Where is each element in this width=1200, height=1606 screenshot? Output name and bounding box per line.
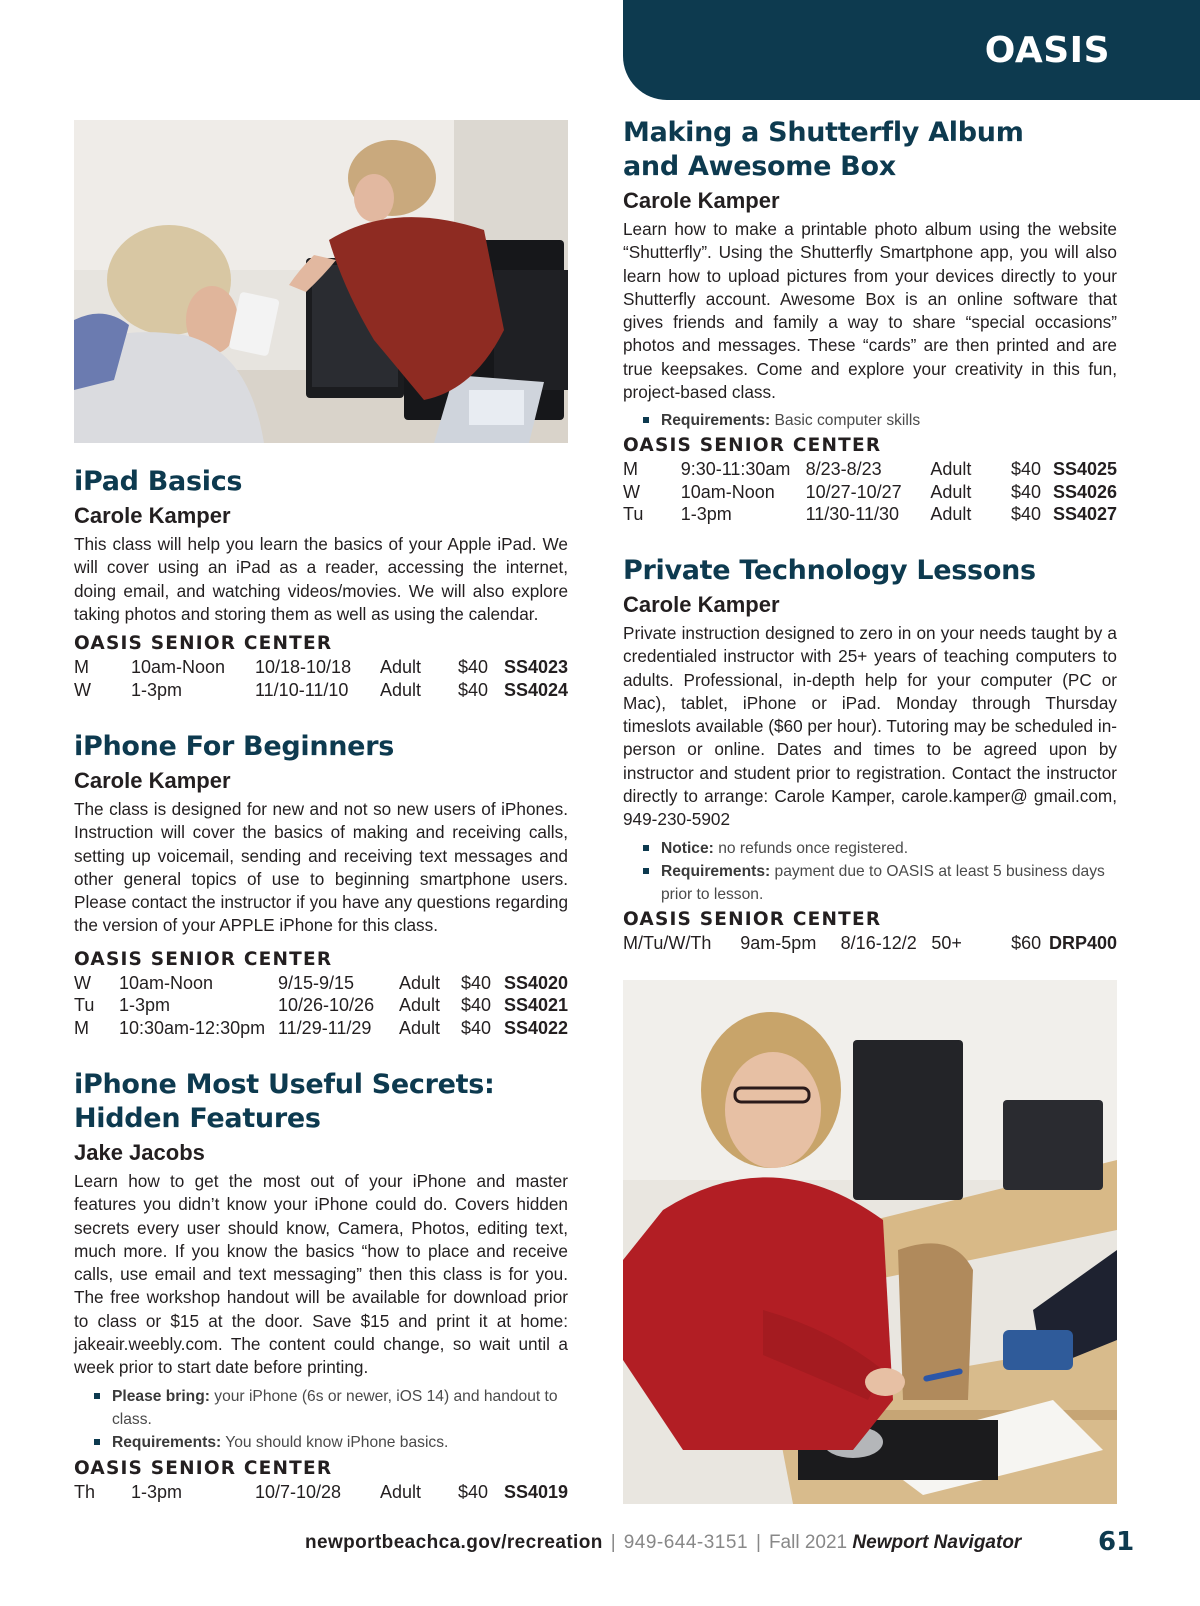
course-description: Learn how to get the most out of your iPhone and master features you didn’t know your iPhone could do. Covers hidden secrets every user should know, Camera, Photos, editing text, much more. If you know the basics “how to place and receive calls, use email and text messaging” then this class is for you. The free workshop handout will be available for download prior to class or $15 at the door. Save $15 and print it at home: jakeair.weebly.com. The content could change, so wait until a week prior to start date before printing. xyxy=(74,1171,568,1378)
student-photo xyxy=(623,980,1117,1504)
time: 1-3pm xyxy=(119,995,171,1016)
notes-list xyxy=(623,409,1117,432)
dates: 11/10-11/10 xyxy=(255,679,349,700)
day: M xyxy=(74,657,89,678)
age: Adult xyxy=(399,1017,441,1038)
schedule-row xyxy=(74,656,568,679)
schedule-row xyxy=(623,932,1117,955)
course-title: Private Technology Lessons xyxy=(623,555,1036,586)
bullet-icon xyxy=(94,1439,100,1445)
fee: $40 xyxy=(461,1017,492,1038)
schedule-row xyxy=(623,481,1117,504)
course-description: Learn how to make a printable photo album using the website “Shutterfly”. Using the Shutterfly Smartphone app, you will also learn how to upload pictures from your devices directly to your Shutterfly account. Awesome Box is an online software that gives friends and family a way to share “special occasions” photos and messages. These “cards” are then printed and are true keepsakes. Come and explore your creativity in this fun, project-based class. xyxy=(623,219,1117,403)
course-code: SS4024 xyxy=(503,679,568,700)
fee: $40 xyxy=(458,657,489,678)
notes-list xyxy=(623,837,1117,906)
notes-list xyxy=(74,1385,568,1454)
age: Adult xyxy=(380,1481,422,1502)
time: 9am-5pm xyxy=(740,932,817,953)
note-label: Requirements: xyxy=(661,412,771,430)
bullet-icon xyxy=(643,417,649,423)
schedule-row xyxy=(74,1481,568,1504)
schedule-row xyxy=(74,994,568,1017)
page-number: 61 xyxy=(1098,1527,1135,1557)
course-iphone-beginners xyxy=(74,730,568,1039)
website-link[interactable]: newportbeachca.gov/recreation xyxy=(305,1532,603,1553)
dates: 8/16-12/2 xyxy=(840,932,917,953)
note-text: You should know iPhone basics. xyxy=(225,1433,449,1451)
instructor-name: Carole Kamper xyxy=(74,503,231,528)
age: 50+ xyxy=(931,932,962,953)
schedule-row xyxy=(74,679,568,702)
time: 1-3pm xyxy=(680,504,732,525)
phone-number: 949-644-3151 xyxy=(623,1532,749,1553)
instructor-name: Carole Kamper xyxy=(74,768,231,793)
fee: $40 xyxy=(458,679,489,700)
time: 9:30-11:30am xyxy=(680,459,791,480)
course-code: SS4023 xyxy=(503,657,568,678)
schedule-table xyxy=(623,932,1117,955)
course-code: DRP400 xyxy=(1048,932,1117,953)
instructor-name: Jake Jacobs xyxy=(74,1140,205,1165)
fee: $40 xyxy=(458,1481,489,1502)
course-code: SS4027 xyxy=(1052,504,1117,525)
note-item xyxy=(94,1431,568,1454)
time: 10:30am-12:30pm xyxy=(119,1017,266,1038)
fee: $40 xyxy=(1011,459,1042,480)
dates: 9/15-9/15 xyxy=(278,972,355,993)
time: 10am-Noon xyxy=(131,657,226,678)
dates: 11/30-11/30 xyxy=(805,504,899,525)
course-title xyxy=(74,1068,568,1136)
dates: 10/18-10/18 xyxy=(255,657,352,678)
course-code: SS4019 xyxy=(503,1481,568,1502)
fee: $40 xyxy=(1011,504,1042,525)
day: M xyxy=(623,459,638,480)
note-label: Please bring: xyxy=(112,1387,210,1405)
time: 1-3pm xyxy=(131,1481,183,1502)
schedule-row xyxy=(74,1017,568,1040)
day: Tu xyxy=(623,504,644,525)
note-label: Notice: xyxy=(661,839,714,857)
course-title xyxy=(623,116,1117,184)
location-heading: OASIS SENIOR CENTER xyxy=(623,908,882,930)
dates: 8/23-8/23 xyxy=(805,459,882,480)
age: Adult xyxy=(930,459,972,480)
location-heading: OASIS SENIOR CENTER xyxy=(74,1457,333,1479)
bullet-icon xyxy=(94,1393,100,1399)
fee: $40 xyxy=(461,972,492,993)
schedule-row xyxy=(74,972,568,995)
schedule-table xyxy=(623,458,1117,526)
schedule-row xyxy=(623,503,1117,526)
course-title: iPad Basics xyxy=(74,466,243,497)
course-iphone-secrets xyxy=(74,1068,568,1503)
page-footer xyxy=(305,1532,1135,1554)
time: 1-3pm xyxy=(131,679,183,700)
age: Adult xyxy=(399,972,441,993)
day: M/Tu/W/Th xyxy=(623,932,712,953)
section-title: OASIS xyxy=(984,30,1110,71)
course-description: The class is designed for new and not so new users of iPhones. Instruction will cover the basics of making and receiving calls, setting up voicemail, sending and receiving text messages and other general topics of use to beginning smartphone users. Please contact the instructor if you have any questions regarding the version of your APPLE iPhone for this class. xyxy=(74,799,568,936)
note-label: Requirements: xyxy=(661,862,771,880)
course-description: Private instruction designed to zero in on your needs taught by a credentialed instructor with 25+ years of teaching computers to adults. Professional, in-depth help for your computer (PC or Mac), tablet, iPhone or iPad. Monday through Thursday timeslots available ($60 per hour). Tutoring may be scheduled in-person or online. Dates and times to be agreed upon by instructor and student prior to registration. Contact the instructor directly to arrange: Carole Kamper, carole.kamper@ gmail.com, 949-230-5902 xyxy=(623,623,1117,830)
course-title-line: Making a Shutterfly Album xyxy=(623,117,1024,148)
note-text: your iPhone (6s or newer, iOS 14) and handout to class. xyxy=(112,1387,558,1428)
fee: $60 xyxy=(1011,932,1042,953)
location-heading: OASIS SENIOR CENTER xyxy=(74,633,333,655)
age: Adult xyxy=(930,481,972,502)
course-private-lessons xyxy=(623,554,1117,954)
schedule-table xyxy=(74,1481,568,1504)
course-code: SS4026 xyxy=(1052,481,1117,502)
course-title: iPhone For Beginners xyxy=(74,731,394,762)
schedule-table xyxy=(74,972,568,1040)
magazine-name: Newport Navigator xyxy=(852,1532,1022,1553)
day: W xyxy=(623,481,640,502)
age: Adult xyxy=(399,995,441,1016)
age: Adult xyxy=(380,657,422,678)
bullet-icon xyxy=(643,868,649,874)
note-text: payment due to OASIS at least 5 business days prior to lesson. xyxy=(661,862,1105,903)
fee: $40 xyxy=(461,995,492,1016)
course-code: SS4022 xyxy=(503,1017,568,1038)
course-description: This class will help you learn the basics of your Apple iPad. We will cover using an iPad as a reader, accessing the internet, doing email, and watching videos/movies. We will also explore taking photos and storing them as well as using the calendar. xyxy=(74,534,568,624)
dates: 11/29-11/29 xyxy=(278,1017,372,1038)
course-code: SS4025 xyxy=(1052,459,1117,480)
dates: 10/27-10/27 xyxy=(805,481,902,502)
course-code: SS4021 xyxy=(503,995,568,1016)
note-item xyxy=(643,409,1117,432)
note-label: Requirements: xyxy=(112,1433,222,1451)
course-title-line: iPhone Most Useful Secrets: xyxy=(74,1069,495,1100)
note-text: no refunds once registered. xyxy=(718,839,909,857)
instructor-name: Carole Kamper xyxy=(623,188,780,213)
footer-separator: | xyxy=(756,1532,761,1553)
dates: 10/7-10/28 xyxy=(255,1481,342,1502)
schedule-table xyxy=(74,656,568,701)
day: W xyxy=(74,679,91,700)
footer-separator: | xyxy=(610,1532,616,1553)
bullet-icon xyxy=(643,845,649,851)
classroom-photo xyxy=(74,120,568,443)
time: 10am-Noon xyxy=(680,481,775,502)
location-heading: OASIS SENIOR CENTER xyxy=(74,948,333,970)
section-banner xyxy=(623,0,1200,100)
age: Adult xyxy=(930,504,972,525)
day: W xyxy=(74,972,91,993)
day: M xyxy=(74,1017,89,1038)
day: Tu xyxy=(74,995,95,1016)
schedule-row xyxy=(623,458,1117,481)
time: 10am-Noon xyxy=(119,972,214,993)
course-shutterfly xyxy=(623,116,1117,526)
instructor-name: Carole Kamper xyxy=(623,592,780,617)
note-text: Basic computer skills xyxy=(774,412,921,430)
day: Th xyxy=(74,1481,96,1502)
course-code: SS4020 xyxy=(503,972,568,993)
location-heading: OASIS SENIOR CENTER xyxy=(623,435,882,457)
course-title-line: and Awesome Box xyxy=(623,151,896,182)
issue-label: Fall 2021 xyxy=(768,1532,848,1553)
dates: 10/26-10/26 xyxy=(278,995,375,1016)
note-item xyxy=(643,860,1117,906)
note-item xyxy=(643,837,1117,860)
course-ipad-basics xyxy=(74,465,568,701)
fee: $40 xyxy=(1011,481,1042,502)
course-title-line: Hidden Features xyxy=(74,1103,321,1134)
note-item xyxy=(94,1385,568,1431)
age: Adult xyxy=(380,679,422,700)
